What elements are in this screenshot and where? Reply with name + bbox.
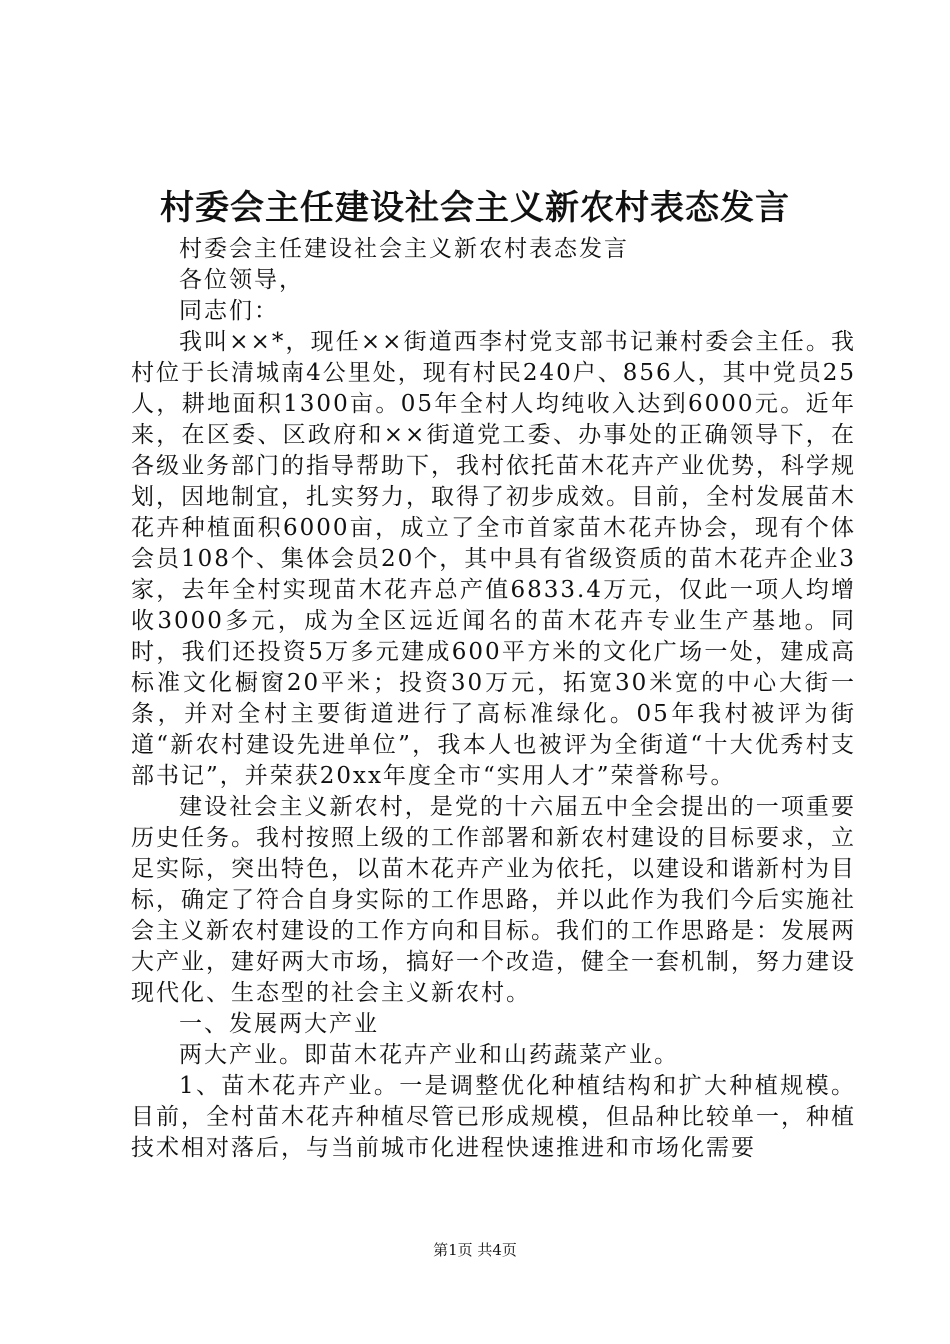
document-body <box>131 234 856 1164</box>
body-paragraph: 1、苗木花卉产业。一是调整优化种植结构和扩大种植规模。目前，全村苗木花卉种植尽管已形成规模，但品种比较单一，种植技术相对落后，与当前城市化进程快速推进和市场化需要 <box>131 1073 856 1161</box>
subtitle-paragraph: 村委会主任建设社会主义新农村表态发言 <box>179 236 629 262</box>
salutation-leaders: 各位领导， <box>179 267 304 293</box>
body-paragraph: 两大产业。即苗木花卉产业和山药蔬菜产业。 <box>179 1042 679 1068</box>
body-paragraph: 建设社会主义新农村，是党的十六届五中全会提出的一项重要历史任务。我村按照上级的工作部署和新农村建设的目标要求，立足实际，突出特色，以苗木花卉产业为依托，以建设和谐新村为目标，确定了符合自身实际的工作思路，并以此作为我们今后实施社会主义新农村建设的工作方向和目标。我们的工作思路是：发展两大产业，建好两大市场，搞好一个改造，健全一套机制，努力建设现代化、生态型的社会主义新农村。 <box>131 794 856 1006</box>
salutation-comrades: 同志们： <box>179 298 279 324</box>
document-title: 村委会主任建设社会主义新农村表态发言 <box>160 188 790 228</box>
section-heading: 一、发展两大产业 <box>179 1011 379 1037</box>
body-paragraph: 我叫××*，现任××街道西李村党支部书记兼村委会主任。我村位于长清城南4公里处，现有村民240户、856人，其中党员25人，耕地面积1300亩。05年全村人均纯收入达到6000元。近年来，在区委、区政府和××街道党工委、办事处的正确领导下，在各级业务部门的指导帮助下，我村依托苗木花卉产业优势，科学规划，因地制宜，扎实努力，取得了初步成效。目前，全村发展苗木花卉种植面积6000亩，成立了全市首家苗木花卉协会，现有个体会员108个、集体会员20个，其中具有省级资质的苗木花卉企业3家，去年全村实现苗木花卉总产值6833.4万元，仅此一项人均增收3000多元，成为全区远近闻名的苗木花卉专业生产基地。同时，我们还投资5万多元建成600平方米的文化广场一处，建成高标准文化橱窗20平米；投资30万元，拓宽30米宽的中心大街一条，并对全村主要街道进行了高标准绿化。05年我村被评为街道“新农村建设先进单位”，我本人也被评为全街道“十大优秀村支部书记”，并荣获20xx年度全市“实用人才”荣誉称号。 <box>131 329 856 789</box>
page-footer: 第1页 共4页 <box>433 1241 517 1259</box>
